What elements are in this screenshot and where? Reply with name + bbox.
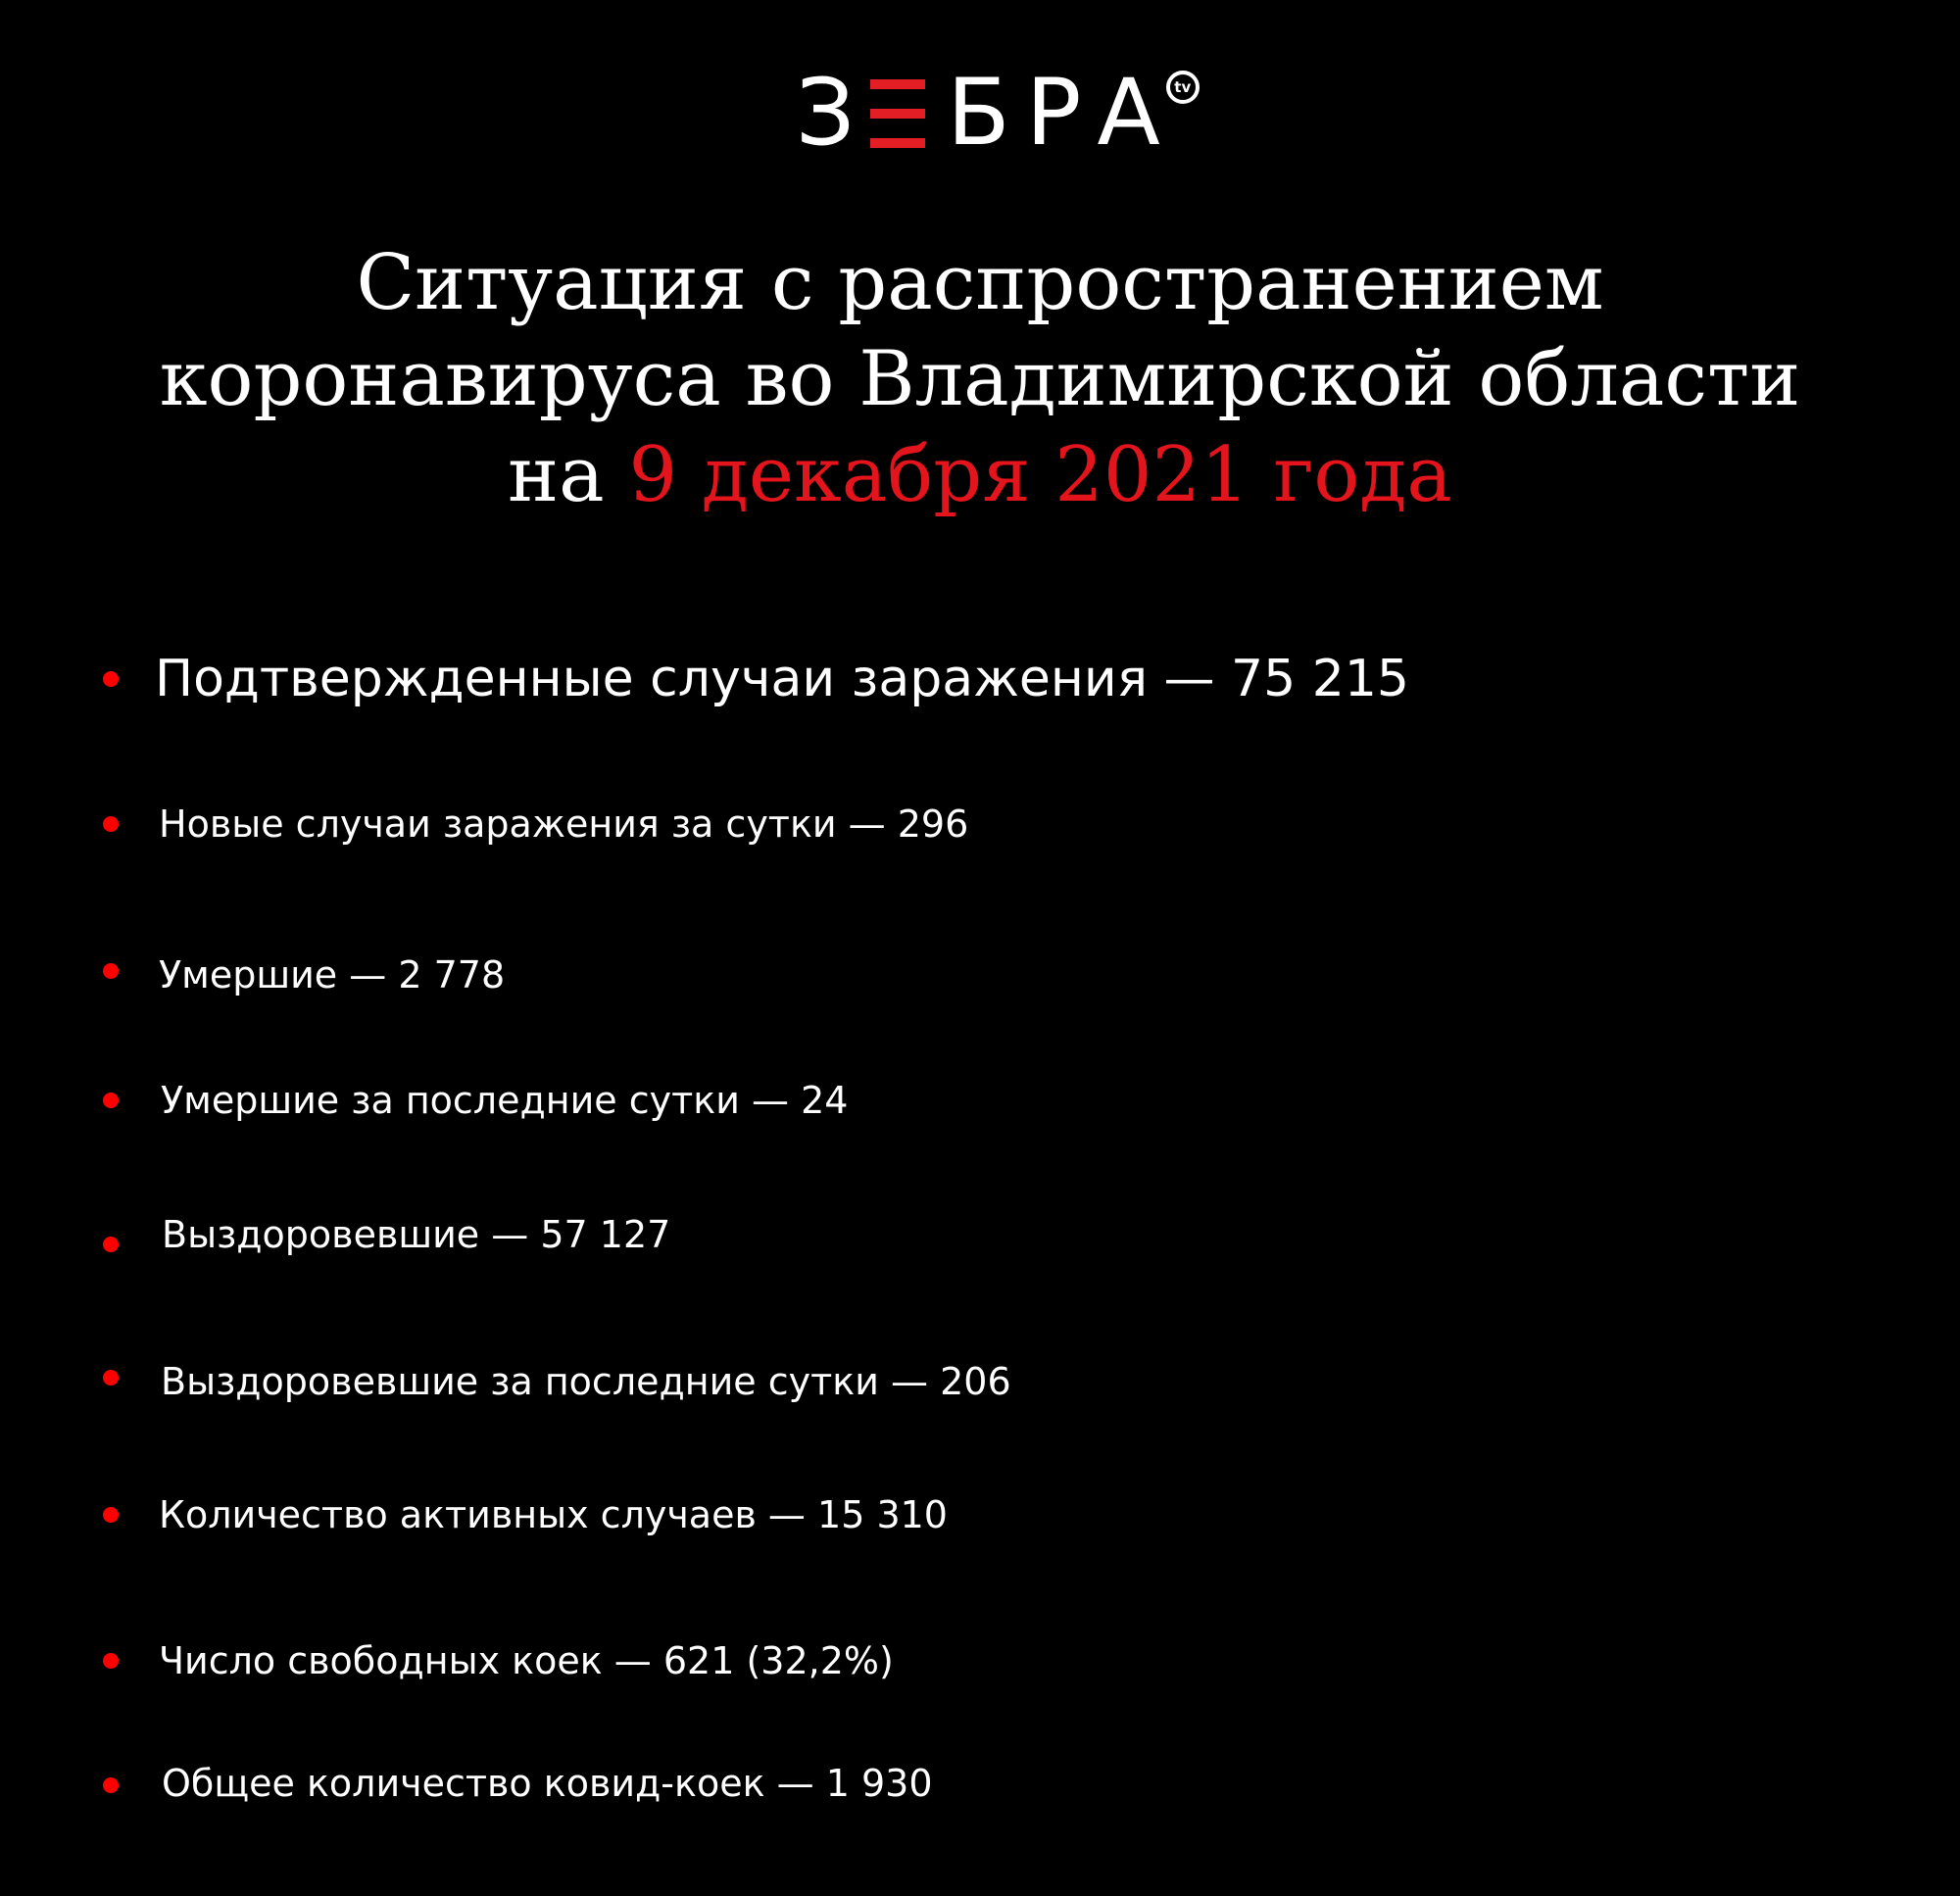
bullet-icon [103,1507,119,1523]
bullet-icon [103,1653,119,1669]
bullet-icon [103,1777,119,1793]
stat-text: Количество активных случаев — 15 310 [159,1493,948,1536]
logo-letter: Р [1025,60,1082,167]
logo-tv-badge: tv [1166,71,1200,104]
stat-free-beds [0,1631,1960,1690]
stat-text: Число свободных коек — 621 (32,2%) [159,1639,894,1682]
stat-text: Новые случаи заражения за сутки — 296 [159,802,969,846]
stat-recovered [0,1205,1960,1264]
logo-letter: З [796,60,856,167]
bullet-icon [103,816,119,832]
stat-recovered-day [0,1352,1960,1411]
stat-deaths-day [0,1071,1960,1130]
stat-text: Подтвержденные случаи заражения — 75 215 [155,650,1409,708]
bullet-icon [103,1237,119,1252]
stat-confirmed-cases [0,650,1960,708]
title-date: 9 декабря 2021 года [628,431,1452,519]
bullet-icon [103,1370,119,1386]
stat-new-cases [0,795,1960,853]
stat-text: Выздоровевшие за последние сутки — 206 [161,1360,1011,1403]
stat-deaths [0,946,1960,1004]
stat-active-cases [0,1485,1960,1544]
stat-text: Умершие — 2 778 [159,953,506,997]
logo-letter: А [1097,60,1160,167]
logo-letter: Б [947,60,1010,167]
title-prefix: на [508,431,605,519]
stat-text: Общее количество ковид-коек — 1 930 [162,1762,933,1805]
title-line-2: коронавируса во Владимирской области [159,335,1801,423]
stat-text: Умершие за последние сутки — 24 [161,1079,849,1122]
bullet-icon [103,963,119,979]
bullet-icon [103,671,119,687]
stat-text: Выздоровевшие — 57 127 [162,1213,671,1256]
bullet-icon [103,1093,119,1108]
title-line-1: Ситуация с распространением [356,239,1604,327]
stat-total-beds [0,1754,1960,1813]
